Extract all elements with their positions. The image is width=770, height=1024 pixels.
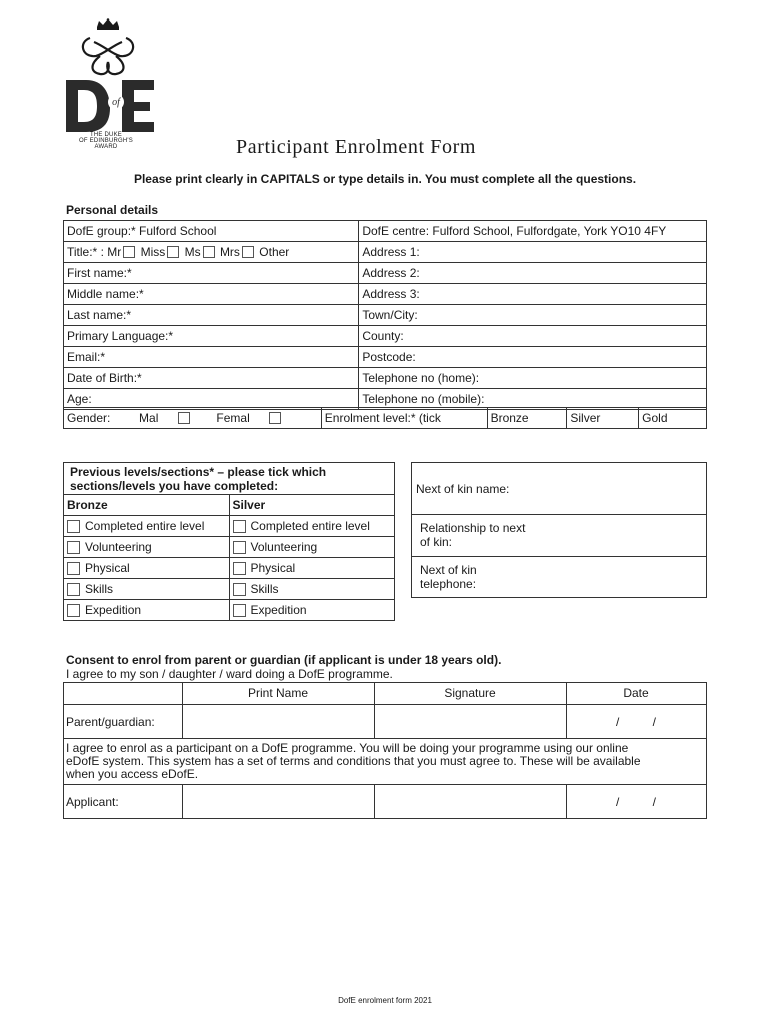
- level-silver-option[interactable]: Silver: [567, 408, 639, 429]
- email-field[interactable]: Email:*: [64, 347, 359, 368]
- date-header: Date: [623, 686, 649, 700]
- silver-column-header: Silver: [229, 495, 395, 516]
- consent-agree-text: I agree to my son / daughter / ward doing a DofE programme.: [66, 667, 393, 681]
- checkbox[interactable]: [67, 541, 80, 554]
- title-field: Title:* : Mr Miss Ms Mrs Other: [64, 242, 359, 263]
- silver-skills[interactable]: Skills: [229, 579, 395, 600]
- checkbox[interactable]: [233, 562, 246, 575]
- level-bronze-option[interactable]: Bronze: [487, 408, 567, 429]
- last-name-field[interactable]: Last name:*: [64, 305, 359, 326]
- checkbox[interactable]: [67, 583, 80, 596]
- town-field[interactable]: Town/City:: [359, 305, 707, 326]
- checkbox[interactable]: [233, 541, 246, 554]
- parent-date-input[interactable]: / /: [615, 715, 656, 729]
- checkbox[interactable]: [67, 604, 80, 617]
- silver-expedition[interactable]: Expedition: [229, 600, 395, 621]
- county-field[interactable]: County:: [359, 326, 707, 347]
- bronze-physical[interactable]: Physical: [64, 558, 230, 579]
- checkbox[interactable]: [233, 520, 246, 533]
- previous-levels-table: [63, 494, 395, 621]
- consent-heading: Consent to enrol from parent or guardian (if applicant is under 18 years old).: [66, 653, 502, 667]
- silver-completed[interactable]: Completed entire level: [229, 516, 395, 537]
- title-ms-checkbox[interactable]: [203, 246, 215, 258]
- page-footer: DofE enrolment form 2021: [338, 996, 432, 1005]
- logo-wordmark: THE DUKE OF EDINBURGH'S AWARD: [79, 132, 133, 150]
- primary-language-field[interactable]: Primary Language:*: [64, 326, 359, 347]
- checkbox[interactable]: [233, 604, 246, 617]
- title-mrs-checkbox[interactable]: [242, 246, 254, 258]
- page-title: Participant Enrolment Form: [236, 136, 477, 158]
- postcode-field[interactable]: Postcode:: [359, 347, 707, 368]
- checkbox[interactable]: [233, 583, 246, 596]
- telephone-mobile-field[interactable]: Telephone no (mobile):: [359, 389, 707, 410]
- gender-female-checkbox[interactable]: [269, 412, 281, 424]
- dob-field[interactable]: Date of Birth:*: [64, 368, 359, 389]
- applicant-label: Applicant:: [66, 795, 119, 809]
- next-of-kin-box: [411, 462, 707, 598]
- middle-name-field[interactable]: Middle name:*: [64, 284, 359, 305]
- table-row: [64, 221, 707, 242]
- first-name-field[interactable]: First name:*: [64, 263, 359, 284]
- crown-icon: [97, 18, 119, 30]
- telephone-home-field[interactable]: Telephone no (home):: [359, 368, 707, 389]
- gender-level-row: [63, 407, 707, 429]
- applicant-print-name-input[interactable]: [182, 784, 374, 818]
- title-mr-checkbox[interactable]: [123, 246, 135, 258]
- svg-text:of: of: [112, 97, 120, 108]
- checkbox[interactable]: [67, 520, 80, 533]
- bronze-expedition[interactable]: Expedition: [64, 600, 230, 621]
- gender-male-checkbox[interactable]: [178, 412, 190, 424]
- applicant-signature-input[interactable]: [374, 784, 566, 818]
- dofe-group-field[interactable]: DofE group:* Fulford School: [64, 221, 359, 242]
- parent-signature-input[interactable]: [374, 704, 566, 738]
- bronze-volunteering[interactable]: Volunteering: [64, 537, 230, 558]
- consent-table: [63, 682, 707, 819]
- kin-telephone-field[interactable]: Next of kin telephone:: [420, 563, 477, 591]
- personal-details-table: [63, 220, 707, 410]
- silver-physical[interactable]: Physical: [229, 558, 395, 579]
- bronze-completed[interactable]: Completed entire level: [64, 516, 230, 537]
- personal-details-heading: Personal details: [66, 203, 159, 217]
- signature-header: Signature: [444, 686, 496, 700]
- table-row: [64, 263, 707, 284]
- address2-field[interactable]: Address 2:: [359, 263, 707, 284]
- bronze-skills[interactable]: Skills: [64, 579, 230, 600]
- table-row: [64, 242, 707, 263]
- kin-name-field[interactable]: Next of kin name:: [412, 463, 706, 515]
- enrolment-level-label: Enrolment level:* (tick: [321, 408, 487, 429]
- table-row: [64, 326, 707, 347]
- title-miss-checkbox[interactable]: [167, 246, 179, 258]
- silver-volunteering[interactable]: Volunteering: [229, 537, 395, 558]
- gender-field: Gender: Mal Femal: [64, 408, 322, 429]
- bronze-column-header: Bronze: [64, 495, 230, 516]
- kin-relationship-field[interactable]: Relationship to next of kin:: [412, 515, 706, 557]
- table-row: [64, 284, 707, 305]
- address1-field[interactable]: Address 1:: [359, 242, 707, 263]
- address3-field[interactable]: Address 3:: [359, 284, 707, 305]
- table-row: [64, 368, 707, 389]
- previous-levels-header: Previous levels/sections* – please tick which sections/levels you have completed:: [63, 462, 395, 494]
- print-name-header: Print Name: [247, 686, 309, 700]
- applicant-agreement-text: I agree to enrol as a participant on a DofE programme. You will be doing your programme using our online eDofE system. This system has a set of terms and conditions that you must agree to. These will be available when you access eDofE.: [66, 741, 641, 781]
- parent-print-name-input[interactable]: [182, 704, 374, 738]
- age-field[interactable]: Age:: [64, 389, 359, 410]
- applicant-date-input[interactable]: / /: [615, 795, 656, 809]
- instructions: Please print clearly in CAPITALS or type details in. You must complete all the questions.: [133, 172, 637, 186]
- parent-guardian-label: Parent/guardian:: [66, 715, 155, 729]
- checkbox[interactable]: [67, 562, 80, 575]
- level-gold-option[interactable]: Gold: [639, 408, 707, 429]
- dofe-centre-field[interactable]: DofE centre: Fulford School, Fulfordgate, York YO10 4FY: [359, 221, 707, 242]
- table-row: [64, 305, 707, 326]
- table-row: [64, 347, 707, 368]
